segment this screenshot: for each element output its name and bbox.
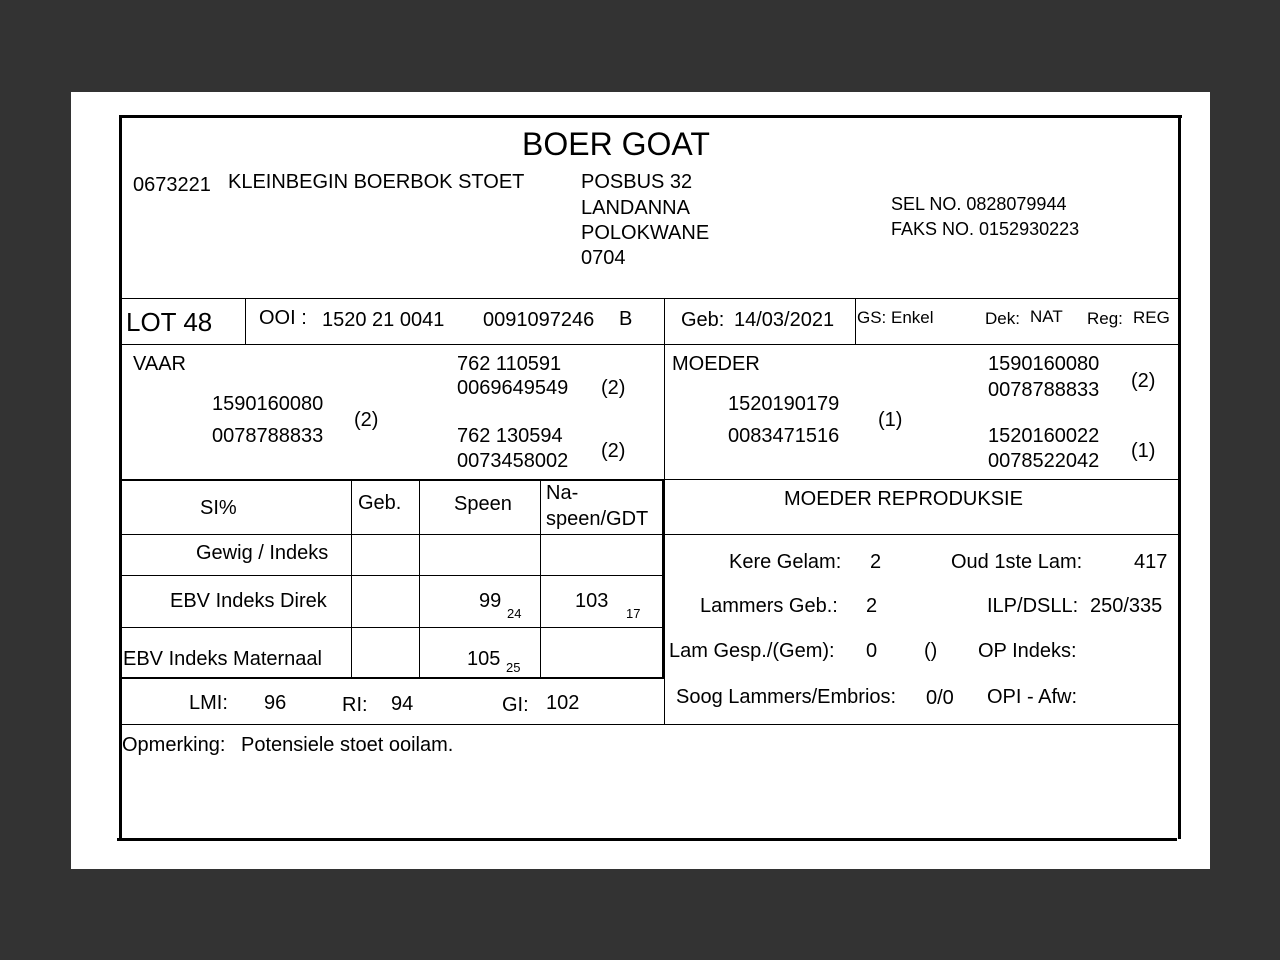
opi-label: OPI - Afw: (987, 686, 1078, 708)
dam-dam-id: 1520160022 (988, 425, 1100, 447)
ilp-value: 250/335 (1090, 595, 1163, 617)
address-line: POLOKWANE (581, 222, 710, 244)
kere-gelam-label: Kere Gelam: (729, 551, 842, 573)
repro-title: MOEDER REPRODUKSIE (784, 488, 1023, 510)
sire-sire-reg: 0069649549 (457, 377, 569, 399)
sire-dam-rank: (2) (601, 440, 626, 462)
dam-label: MOEDER (672, 353, 760, 375)
perf-header-geb: Geb. (358, 492, 402, 514)
dam-id: 1520190179 (728, 393, 840, 415)
rule-lot-bottom (121, 344, 1178, 345)
rule-perf-right (662, 481, 665, 677)
ooi-label: OOI : (259, 307, 307, 329)
frame-bottom (117, 838, 1177, 841)
lmi-label: LMI: (189, 692, 228, 714)
frame-left (119, 115, 122, 839)
fax-number: FAKS NO. 0152930223 (891, 219, 1080, 239)
breeder-number: 0673221 (133, 174, 211, 196)
dam-dam-rank: (1) (1131, 440, 1156, 462)
perf-row-label: EBV Indeks Direk (170, 590, 327, 612)
dam-dam-reg: 0078522042 (988, 450, 1100, 472)
sire-id: 1590160080 (212, 393, 324, 415)
kere-gelam-value: 2 (870, 551, 882, 573)
frame-right (1178, 115, 1181, 839)
rule-pedigree-bottom (121, 479, 664, 481)
breeder-name: KLEINBEGIN BOERBOK STOET (228, 171, 525, 193)
perf-naspeen-value: 103 (575, 590, 609, 612)
rule-lot-top (121, 298, 1178, 299)
birth-date: 14/03/2021 (734, 309, 835, 331)
perf-header-speen: Speen (454, 493, 512, 515)
ooi-number: 1520 21 0041 (322, 309, 445, 331)
ooi-registration: 0091097246 (483, 309, 595, 331)
dam-rank: (1) (878, 409, 903, 431)
ri-value: 94 (391, 693, 414, 715)
lmi-value: 96 (264, 692, 287, 714)
sire-label: VAAR (133, 353, 186, 375)
rule-pedigree-bottom-right (664, 479, 1178, 480)
reg-value: REG (1133, 308, 1170, 327)
remark-text: Potensiele stoet ooilam. (241, 734, 454, 756)
lam-gem-value: () (924, 640, 938, 662)
dam-sire-reg: 0078788833 (988, 379, 1100, 401)
dam-sire-id: 1590160080 (988, 353, 1100, 375)
soog-value: 0/0 (926, 687, 954, 709)
rule-perf-speen (419, 481, 420, 677)
lammers-geb-value: 2 (866, 595, 878, 617)
lam-gesp-label: Lam Gesp./(Gem): (669, 640, 835, 662)
birth-label: Geb: (681, 309, 725, 331)
lam-gesp-value: 0 (866, 640, 878, 662)
lot-label: LOT 48 (126, 307, 213, 337)
sire-dam-reg: 0073458002 (457, 450, 569, 472)
ri-label: RI: (342, 694, 368, 716)
rule-perf-naspeen (540, 481, 541, 677)
lammers-geb-label: Lammers Geb.: (700, 595, 838, 617)
sire-sire-id: 762 110591 (457, 353, 562, 375)
perf-header-naspeen: Na- (546, 482, 579, 504)
rule-gs-divider (855, 298, 856, 344)
dam-reg: 0083471516 (728, 425, 840, 447)
rule-index-bottom (121, 724, 1178, 725)
perf-row-label: Gewig / Indeks (196, 542, 329, 564)
perf-header-si: SI% (200, 497, 237, 519)
gi-label: GI: (502, 694, 529, 716)
perf-speen-value: 105 (467, 648, 501, 670)
rule-perf-row1 (121, 575, 664, 576)
rule-repro-header (664, 534, 1178, 535)
reg-label: Reg: (1087, 309, 1123, 328)
oud-value: 417 (1134, 551, 1168, 573)
perf-speen-sub: 24 (507, 606, 522, 621)
op-indeks-label: OP Indeks: (978, 640, 1077, 662)
sire-sire-rank: (2) (601, 377, 626, 399)
dek-value: NAT (1030, 307, 1063, 326)
frame-top (119, 115, 1182, 118)
dam-sire-rank: (2) (1131, 370, 1156, 392)
sire-dam-id: 762 130594 (457, 425, 563, 447)
address-line: POSBUS 32 (581, 171, 693, 193)
perf-naspeen-sub: 17 (626, 606, 641, 621)
rule-perf-row2 (121, 627, 664, 628)
address-line: LANDANNA (581, 197, 690, 219)
ilp-label: ILP/DSLL: (987, 595, 1079, 617)
rule-perf-geb (351, 481, 352, 677)
dek-label: Dek: (985, 309, 1020, 328)
address-line: 0704 (581, 247, 626, 269)
perf-header-gdt: speen/GDT (546, 508, 649, 530)
card-title: BOER GOAT (522, 126, 710, 162)
perf-row-label: EBV Indeks Maternaal (123, 648, 322, 670)
remark-label: Opmerking: (122, 734, 226, 756)
rule-lot-divider (245, 298, 246, 344)
phone-number: SEL NO. 0828079944 (891, 194, 1067, 214)
rule-perf-header (121, 534, 664, 535)
perf-speen-sub: 25 (506, 660, 521, 675)
gi-value: 102 (546, 692, 580, 714)
soog-label: Soog Lammers/Embrios: (676, 686, 897, 708)
oud-label: Oud 1ste Lam: (951, 551, 1083, 573)
birth-status: GS: Enkel (857, 308, 934, 327)
ooi-grade: B (619, 308, 633, 330)
rule-perf-row3 (121, 677, 664, 679)
perf-speen-value: 99 (479, 590, 502, 612)
sire-rank: (2) (354, 409, 379, 431)
sire-reg: 0078788833 (212, 425, 324, 447)
